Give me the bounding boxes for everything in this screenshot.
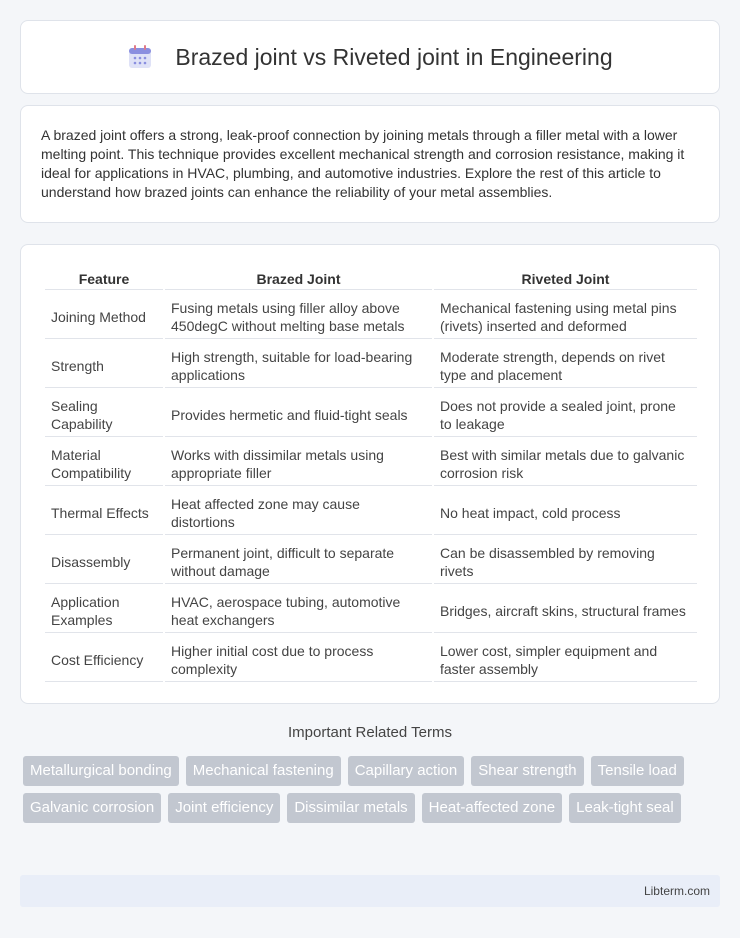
term-tag[interactable]: Capillary action	[348, 756, 465, 786]
intro-card	[20, 105, 720, 223]
riveted-cell: Best with similar metals due to galvanic corrosion risk	[434, 439, 697, 486]
term-tag[interactable]: Joint efficiency	[168, 793, 280, 823]
feature-cell: Disassembly	[45, 537, 163, 584]
column-header-riveted: Riveted Joint	[434, 267, 697, 290]
column-header-brazed: Brazed Joint	[165, 267, 432, 290]
feature-cell: Joining Method	[45, 292, 163, 339]
riveted-cell: Does not provide a sealed joint, prone to leakage	[434, 390, 697, 437]
riveted-cell: No heat impact, cold process	[434, 488, 697, 535]
term-tag[interactable]: Dissimilar metals	[287, 793, 414, 823]
feature-cell: Thermal Effects	[45, 488, 163, 535]
table-row	[45, 341, 697, 388]
brazed-cell: Heat affected zone may cause distortions	[165, 488, 432, 535]
comparison-table	[43, 265, 699, 684]
footer-site-link[interactable]: Libterm.com	[643, 884, 710, 898]
table-row	[45, 488, 697, 535]
table-row	[45, 439, 697, 486]
feature-cell: Application Examples	[45, 586, 163, 633]
term-tag[interactable]: Galvanic corrosion	[23, 793, 161, 823]
title-wrap	[127, 44, 612, 71]
table-header-row	[45, 267, 697, 290]
feature-cell: Cost Efficiency	[45, 635, 163, 682]
table-row	[45, 586, 697, 633]
feature-cell: Material Compatibility	[45, 439, 163, 486]
riveted-cell: Bridges, aircraft skins, structural frames	[434, 586, 697, 633]
riveted-cell: Mechanical fastening using metal pins (rivets) inserted and deformed	[434, 292, 697, 339]
column-header-feature: Feature	[45, 267, 163, 290]
brazed-cell: High strength, suitable for load-bearing applications	[165, 341, 432, 388]
riveted-cell: Lower cost, simpler equipment and faster assembly	[434, 635, 697, 682]
brazed-cell: Fusing metals using filler alloy above 450degC without melting base metals	[165, 292, 432, 339]
feature-cell: Sealing Capability	[45, 390, 163, 437]
brazed-cell: Higher initial cost due to process complexity	[165, 635, 432, 682]
related-terms-list	[23, 756, 723, 823]
table-row	[45, 635, 697, 682]
feature-cell: Strength	[45, 341, 163, 388]
riveted-cell: Moderate strength, depends on rivet type and placement	[434, 341, 697, 388]
term-tag[interactable]: Shear strength	[471, 756, 583, 786]
footer-bar	[20, 875, 720, 907]
brazed-cell: Permanent joint, difficult to separate without damage	[165, 537, 432, 584]
intro-paragraph: A brazed joint offers a strong, leak-proof connection by joining metals through a filler metal with a lower melting point. This technique provides excellent mechanical strength and corrosion resistance, making it ideal for applications in HVAC, plumbing, and automotive industries. Explore the rest of this article to understand how brazed joints can enhance the reliability of your metal assemblies.	[41, 127, 685, 200]
term-tag[interactable]: Mechanical fastening	[186, 756, 341, 786]
term-tag[interactable]: Tensile load	[591, 756, 684, 786]
term-tag[interactable]: Metallurgical bonding	[23, 756, 179, 786]
table-row	[45, 292, 697, 339]
page-title: Brazed joint vs Riveted joint in Engineering	[175, 43, 613, 70]
related-terms-heading: Important Related Terms	[288, 724, 452, 741]
brazed-cell: Provides hermetic and fluid-tight seals	[165, 390, 432, 437]
calendar-grid-icon	[127, 44, 153, 70]
term-tag[interactable]: Heat-affected zone	[422, 793, 562, 823]
brazed-cell: Works with dissimilar metals using appropriate filler	[165, 439, 432, 486]
comparison-table-card	[20, 244, 720, 704]
table-row	[45, 537, 697, 584]
term-tag[interactable]: Leak-tight seal	[569, 793, 681, 823]
riveted-cell: Can be disassembled by removing rivets	[434, 537, 697, 584]
brazed-cell: HVAC, aerospace tubing, automotive heat exchangers	[165, 586, 432, 633]
header-card	[20, 20, 720, 94]
table-row	[45, 390, 697, 437]
